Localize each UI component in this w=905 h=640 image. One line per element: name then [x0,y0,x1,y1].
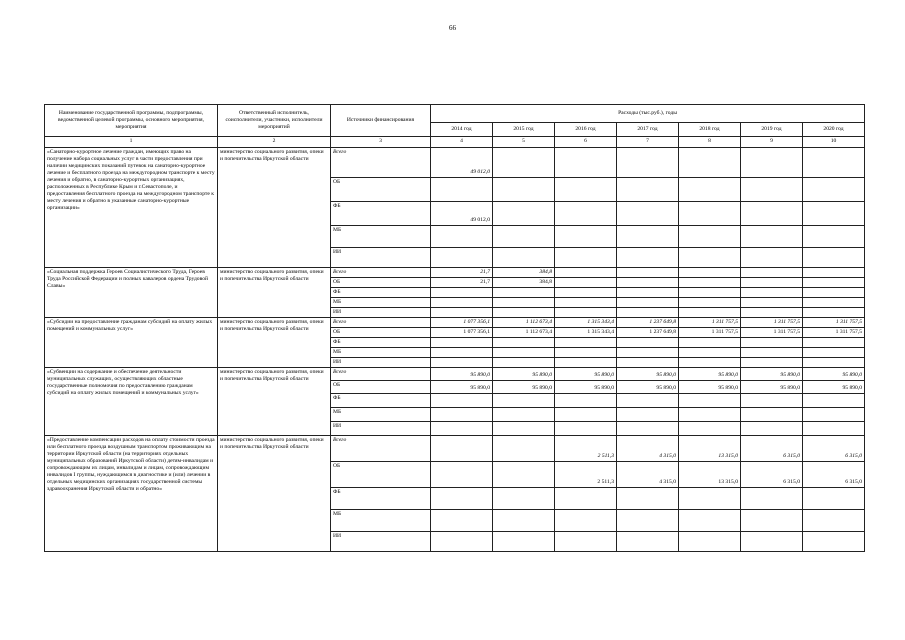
expense-cell: 95 890,0 [493,381,555,394]
expense-cell: 6 315,0 [741,462,803,488]
column-number: 8 [679,137,741,148]
column-number: 7 [617,137,679,148]
expense-cell: 2 511,3 [555,462,617,488]
expense-cell [679,408,741,422]
expense-cell [617,288,679,298]
table-row [45,436,865,462]
expense-cell [555,148,617,178]
expense-cell [493,338,555,348]
expense-cell [555,532,617,552]
funding-source: Всего [331,318,431,328]
expense-cell: 4 315,0 [617,436,679,462]
expense-cell [617,488,679,510]
expense-cell [617,308,679,318]
column-number: 1 [45,137,218,148]
expense-cell [431,248,493,268]
column-number: 2 [218,137,331,148]
expense-cell [555,298,617,308]
expense-cell [679,338,741,348]
funding-source: ИИ [331,422,431,436]
expense-cell [431,488,493,510]
responsible-executor: министерство социального развития, опеки и попечительства Иркутской области [218,368,331,436]
expense-cell [493,148,555,178]
funding-source: ОБ [331,462,431,488]
expense-cell: 95 890,0 [741,381,803,394]
expense-cell [617,148,679,178]
expense-cell: 95 890,0 [555,368,617,381]
expense-cell [555,278,617,288]
header-year: 2019 год [741,123,803,137]
funding-source: ИИ [331,308,431,318]
table-row [45,368,865,381]
expense-cell [679,202,741,226]
expense-cell [617,178,679,202]
expense-cell [617,408,679,422]
expense-cell: 6 315,0 [741,436,803,462]
table-row [45,318,865,328]
expense-cell [741,358,803,368]
expense-cell [617,338,679,348]
expense-cell [493,348,555,358]
expense-cell [431,394,493,408]
expense-cell [493,226,555,248]
expense-cell: 95 890,0 [741,368,803,381]
funding-source: МБ [331,226,431,248]
expense-cell: 4 315,0 [617,462,679,488]
header-year: 2018 год [679,123,741,137]
header-year: 2015 год [493,123,555,137]
column-number: 4 [431,137,493,148]
expense-cell [803,358,865,368]
expense-cell [679,278,741,288]
expense-cell [803,338,865,348]
expense-cell [555,488,617,510]
expense-cell [803,298,865,308]
expense-cell [617,278,679,288]
expense-cell: 95 890,0 [803,381,865,394]
expense-cell [803,226,865,248]
funding-source: МБ [331,510,431,532]
expense-cell [431,358,493,368]
expense-cell [803,178,865,202]
responsible-executor: министерство социального развития, опеки и попечительства Иркутской области [218,148,331,268]
funding-source: Всего [331,148,431,178]
funding-source: ФБ [331,202,431,226]
expense-cell [679,248,741,268]
expense-cell [803,422,865,436]
expense-cell [741,348,803,358]
expense-cell [555,178,617,202]
expense-cell: 95 890,0 [679,368,741,381]
expense-cell [431,436,493,462]
expense-cell: 95 890,0 [555,381,617,394]
expense-cell [679,178,741,202]
funding-source: ОБ [331,178,431,202]
column-number: 10 [803,137,865,148]
expense-cell: 1 311 757,5 [679,318,741,328]
header-year: 2020 год [803,123,865,137]
expense-cell [617,298,679,308]
header-responsible: Ответственный исполнитель, соисполнители, участники, исполнители мероприятий [218,105,331,137]
expense-cell [493,462,555,488]
expense-cell: 6 315,0 [803,462,865,488]
expense-cell [555,510,617,532]
measure-name: «Санаторно-курортное лечение граждан, имеющих право на получение набора социальных услуг в части предоставления при наличии медицинских показаний путевок на санаторно-курортное лечение и бесплатного проезда на междугородном транспорте к месту лечения и обратно, в санаторно-курортных организациях, расположенных в Республике Крым и г.Севастополе, и предоставления бесплатного проезда на междугородном транспорте к месту лечения и обратно в указанные санаторно-курортные организации» [45,148,218,268]
expense-cell [555,348,617,358]
expense-cell [679,288,741,298]
expense-cell [617,358,679,368]
expense-cell: 1 077 356,1 [431,328,493,338]
measure-name: «Предоставление компенсации расходов на оплату стоимости проезда или бесплатного проезда воздушным транспортом проживающим на территории Иркутской области (на территориях отдельных муниципальных образований Иркутской области) детям-инвалидам и сопровождающим их лицам, инвалидам и лицам, сопровождающим инвалидов I группы, нуждающимся в диагностике и (или) лечении в отдельных медицинских организациях государственной системы здравоохранения Иркутской области и обратно» [45,436,218,552]
expense-cell [493,488,555,510]
expense-cell [431,422,493,436]
expense-cell [493,436,555,462]
expense-cell: 1 237 649,8 [617,318,679,328]
funding-source: Всего [331,436,431,462]
expense-cell [493,532,555,552]
expense-cell [431,408,493,422]
expense-cell [555,338,617,348]
expense-cell: 1 112 673,4 [493,318,555,328]
expense-cell: 1 315 343,4 [555,318,617,328]
expense-cell [617,268,679,278]
expense-cell [741,308,803,318]
expense-cell: 384,8 [493,278,555,288]
expense-cell: 1 315 343,4 [555,328,617,338]
funding-source: ФБ [331,394,431,408]
expense-cell [741,226,803,248]
funding-source: ИИ [331,532,431,552]
expense-cell: 95 890,0 [617,368,679,381]
funding-source: ОБ [331,278,431,288]
funding-source: ОБ [331,328,431,338]
header-year: 2014 год [431,123,493,137]
expense-cell [803,288,865,298]
expense-cell [679,298,741,308]
expense-cell: 1 112 673,4 [493,328,555,338]
expense-cell: 95 890,0 [431,381,493,394]
expense-cell [617,394,679,408]
measure-name: «Субсидии на предоставление гражданам субсидий на оплату жилых помещений и коммунальных услуг» [45,318,218,368]
expense-cell: 1 311 757,5 [803,318,865,328]
funding-source: Всего [331,368,431,381]
expense-cell: 2 511,3 [555,436,617,462]
expense-cell: 13 315,0 [679,462,741,488]
expense-cell [679,148,741,178]
expense-cell: 95 890,0 [493,368,555,381]
expense-cell [617,532,679,552]
expense-cell [679,358,741,368]
expense-cell [803,408,865,422]
page-number: 66 [449,24,456,32]
expense-cell [741,278,803,288]
expense-cell [803,278,865,288]
expense-cell [741,338,803,348]
expense-cell [493,358,555,368]
expense-cell [493,248,555,268]
expense-cell [555,288,617,298]
expense-cell [493,394,555,408]
expense-cell: 95 890,0 [617,381,679,394]
expense-cell [741,268,803,278]
expense-cell [679,510,741,532]
expense-cell [431,510,493,532]
column-number: 6 [555,137,617,148]
header-year: 2017 год [617,123,679,137]
expense-cell: 49 012,0 [431,148,493,178]
expense-cell [555,394,617,408]
expense-cell [741,148,803,178]
expense-cell [679,226,741,248]
funding-source: ИИ [331,358,431,368]
expense-cell: 49 012,0 [431,202,493,226]
expense-cell [679,268,741,278]
expense-cell: 1 311 757,5 [679,328,741,338]
expense-cell [617,202,679,226]
expense-cell [617,226,679,248]
responsible-executor: министерство социального развития, опеки и попечительства Иркутской области [218,436,331,552]
expense-cell: 1 077 356,1 [431,318,493,328]
expense-cell [555,408,617,422]
expense-cell [617,348,679,358]
funding-source: МБ [331,298,431,308]
expense-cell: 95 890,0 [803,368,865,381]
expense-cell [803,488,865,510]
funding-source: Всего [331,268,431,278]
expense-cell [555,202,617,226]
expense-cell [803,510,865,532]
funding-source: МБ [331,348,431,358]
funding-source: ФБ [331,338,431,348]
expense-cell [803,308,865,318]
expense-cell: 95 890,0 [431,368,493,381]
expense-cell: 1 311 757,5 [741,328,803,338]
expense-cell [431,348,493,358]
header-expenses: Расходы (тыс.руб.), годы [431,105,865,123]
column-number: 3 [331,137,431,148]
expense-cell [555,358,617,368]
table-row [45,148,865,178]
expense-cell: 21,7 [431,268,493,278]
expense-cell [493,422,555,436]
expense-cell [679,348,741,358]
expense-cell [431,308,493,318]
expense-cell [679,394,741,408]
expense-cell [555,226,617,248]
expense-cell [741,422,803,436]
expense-cell [803,268,865,278]
expense-cell [741,288,803,298]
expense-cell [431,288,493,298]
expense-cell [803,148,865,178]
funding-source: ФБ [331,488,431,510]
column-number: 9 [741,137,803,148]
column-number: 5 [493,137,555,148]
table-row [45,268,865,278]
expense-cell [493,510,555,532]
expense-cell [555,422,617,436]
budget-table [44,104,865,552]
expense-cell [803,532,865,552]
expense-cell: 1 311 757,5 [803,328,865,338]
expense-cell [679,532,741,552]
expense-cell [741,202,803,226]
header-year: 2016 год [555,123,617,137]
expense-cell: 13 315,0 [679,436,741,462]
expense-cell [679,308,741,318]
expense-cell [431,298,493,308]
expense-cell [741,178,803,202]
expense-cell: 21,7 [431,278,493,288]
expense-cell [431,178,493,202]
expense-cell [493,178,555,202]
expense-cell [679,488,741,510]
expense-cell [493,202,555,226]
expense-cell [493,308,555,318]
expense-cell [803,202,865,226]
expense-cell [493,288,555,298]
funding-source: ФБ [331,288,431,298]
expense-cell: 95 890,0 [679,381,741,394]
expense-cell [617,248,679,268]
expense-cell [741,408,803,422]
expense-cell [493,298,555,308]
expense-cell [555,308,617,318]
expense-cell [741,532,803,552]
expense-cell [431,226,493,248]
expense-cell [679,422,741,436]
funding-source: ОБ [331,381,431,394]
header-name: Наименование государственной программы, подпрограммы, ведомственной целевой программы, основного мероприятия, мероприятия [45,105,218,137]
expense-cell [555,268,617,278]
measure-name: «Социальная поддержка Героев Социалистического Труда, Героев Труда Российской Федерации и полных кавалеров ордена Трудовой Славы» [45,268,218,318]
expense-cell [803,394,865,408]
header-sources: Источники финансирования [331,105,431,137]
expense-cell [617,422,679,436]
expense-cell: 384,8 [493,268,555,278]
responsible-executor: министерство социального развития, опеки и попечительства Иркутской области [218,318,331,368]
expense-cell [431,532,493,552]
expense-cell [741,510,803,532]
expense-cell [741,488,803,510]
expense-cell [555,248,617,268]
responsible-executor: министерство социального развития, опеки и попечительства Иркутской области [218,268,331,318]
measure-name: «Субвенции на содержание и обеспечение деятельности муниципальных служащих, осуществляющих областные государственные полномочия по предоставлению гражданам субсидий на оплату жилых помещений и коммунальных услуг» [45,368,218,436]
expense-cell [431,338,493,348]
expense-cell: 6 315,0 [803,436,865,462]
expense-cell [493,408,555,422]
expense-cell [431,462,493,488]
expense-cell: 1 311 757,5 [741,318,803,328]
expense-cell [741,298,803,308]
funding-source: ИИ [331,248,431,268]
expense-cell [741,394,803,408]
funding-source: МБ [331,408,431,422]
expense-cell: 1 237 649,8 [617,328,679,338]
expense-cell [741,248,803,268]
expense-cell [803,348,865,358]
expense-cell [617,510,679,532]
expense-cell [803,248,865,268]
